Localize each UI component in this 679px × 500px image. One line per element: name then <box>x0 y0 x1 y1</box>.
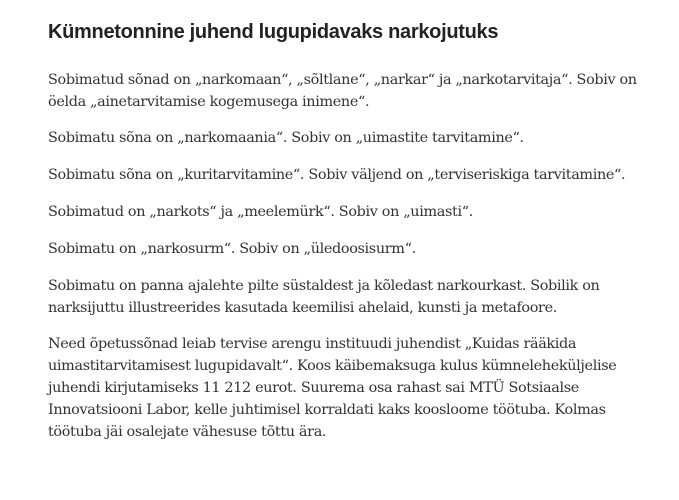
paragraph-juhend: Need õpetussõnad leiab tervise arengu instituudi juhendist „Kuidas rääkida uimastitarvitamisest lugupidavalt“. Koos käibemaksuga kulus kümneleheküljelise juhendi kirjutamiseks 11 212 eurot. Suurema osa rahast sai MTÜ Sotsiaalse Innovatsiooni Labor, kelle juhtimisel korraldati kaks koosloome töötuba. Kolmas töötuba jäi osalejate vähesuse tõttu ära. <box>48 336 617 440</box>
paragraph-narkots: Sobimatud on „narkots“ ja „meelemürk“. Sobiv on „uimasti“. <box>48 204 473 220</box>
paragraph-narkomaania: Sobimatu sõna on „narkomaania“. Sobiv on „uimastite tarvitamine“. <box>48 130 524 146</box>
paragraph-kuritarvitamine: Sobimatu sõna on „kuritarvitamine“. Sobiv väljend on „terviseriskiga tarvitamine“. <box>48 167 626 183</box>
paragraph-narkosurm: Sobimatu on „narkosurm“. Sobiv on „üledoosisurm“. <box>48 241 416 257</box>
article-title: Kümnetonnine juhend lugupidavaks narkojutuks <box>48 21 499 43</box>
paragraph-pildid: Sobimatu on panna ajalehte pilte süstaldest ja kõledast narkourkast. Sobilik on narksijuttu illustreerides kasutada keemilisi ahelaid, kunsti ja metafoore. <box>48 278 600 316</box>
paragraph-sobimatud-sonad: Sobimatud sõnad on „narkomaan“, „sõltlane“, „narkar“ ja „narkotarvitaja“. Sobiv on öelda „ainetarvitamise kogemusega inimene“. <box>48 72 637 110</box>
article <box>48 16 660 457</box>
